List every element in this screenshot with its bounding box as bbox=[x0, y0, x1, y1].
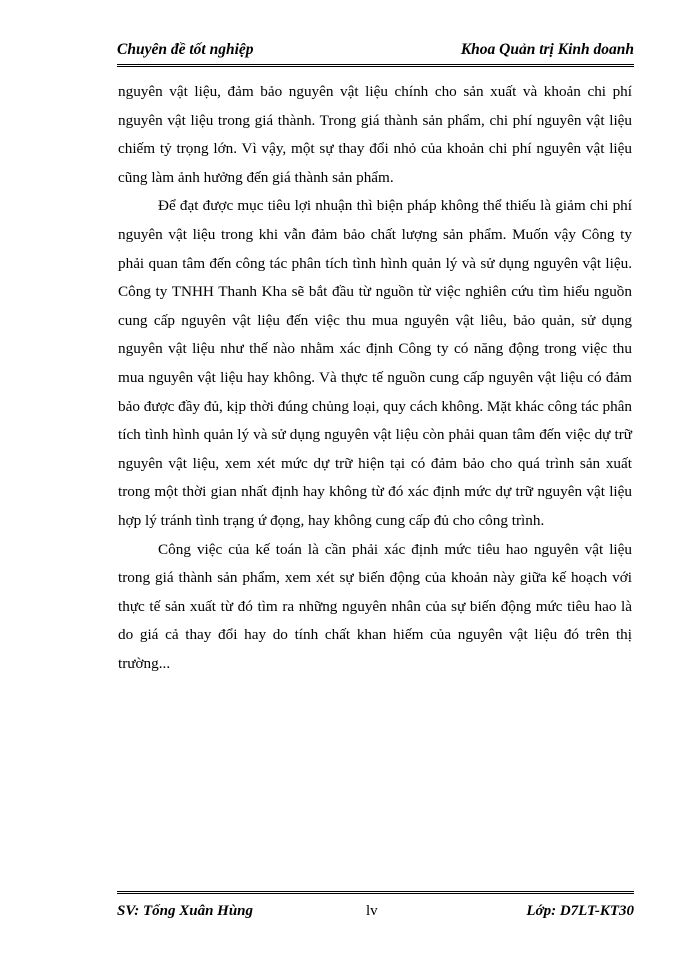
header-faculty: Khoa Quản trị Kinh doanh bbox=[460, 41, 634, 58]
paragraph-2: Để đạt được mục tiêu lợi nhuận thì biện pháp không thể thiếu là giảm chi phí nguyên vật liệu trong khi vẫn đảm bảo chất lượng sản phẩm. Muốn vậy Công ty phải quan tâm đến công tác phân tích tình hình quản lý và sử dụng nguyên vật liệu. Công ty TNHH Thanh Kha sẽ bắt đầu từ nguồn từ việc nghiên cứu tìm hiểu nguồn cung cấp nguyên vật liệu đến việc thu mua nguyên vật liêu, bảo quản, sử dụng nguyên vật liệu như thế nào nhằm xác định Công ty có năng động trong việc thu mua nguyên vật liệu hay không. Và thực tế nguồn cung cấp nguyên vật liệu có đảm bảo được đầy đủ, kịp thời đúng chủng loại, quy cách không. Mặt khác công tác phân tích tình hình quản lý và sử dụng nguyên vật liệu còn phải quan tâm đến việc dự trữ nguyên vật liệu, xem xét mức dự trữ hiện tại có đảm bảo cho quá trình sản xuất trong một thời gian nhất định hay không từ đó xác định mức dự trữ nguyên vật liệu hợp lý tránh tình trạng ứ đọng, hay không cung cấp đủ cho công trình. bbox=[118, 197, 632, 529]
footer-class: Lớp: D7LT-KT30 bbox=[526, 903, 634, 919]
page-body bbox=[118, 78, 632, 678]
header-document-title: Chuyên đề tốt nghiệp bbox=[117, 41, 254, 58]
paragraph-1: nguyên vật liệu, đảm bảo nguyên vật liệu chính cho sản xuất và khoản chi phí nguyên vật liệu trong giá thành. Trong giá thành sản phẩm, chi phí nguyên vật liệu chiếm tỷ trọng lớn. Vì vậy, một sự thay đổi nhỏ của khoản chi phí nguyên vật liệu cũng làm ảnh hưởng đến giá thành sản phẩm. bbox=[118, 83, 632, 186]
footer-page-number: lv bbox=[366, 903, 378, 919]
paragraph-3: Công việc của kế toán là cần phải xác định mức tiêu hao nguyên vật liệu trong giá thành sản phẩm, xem xét sự biến động của khoản này giữa kế hoạch với thực tế sản xuất từ đó tìm ra những nguyên nhân của sự biến động mức tiêu hao là do giá cả thay đổi hay do tính chất khan hiếm của nguyên vật liệu đó trên thị trường... bbox=[118, 540, 632, 672]
page-header bbox=[117, 38, 634, 67]
page-footer bbox=[117, 891, 634, 920]
footer-student-name: SV: Tống Xuân Hùng bbox=[117, 903, 254, 919]
